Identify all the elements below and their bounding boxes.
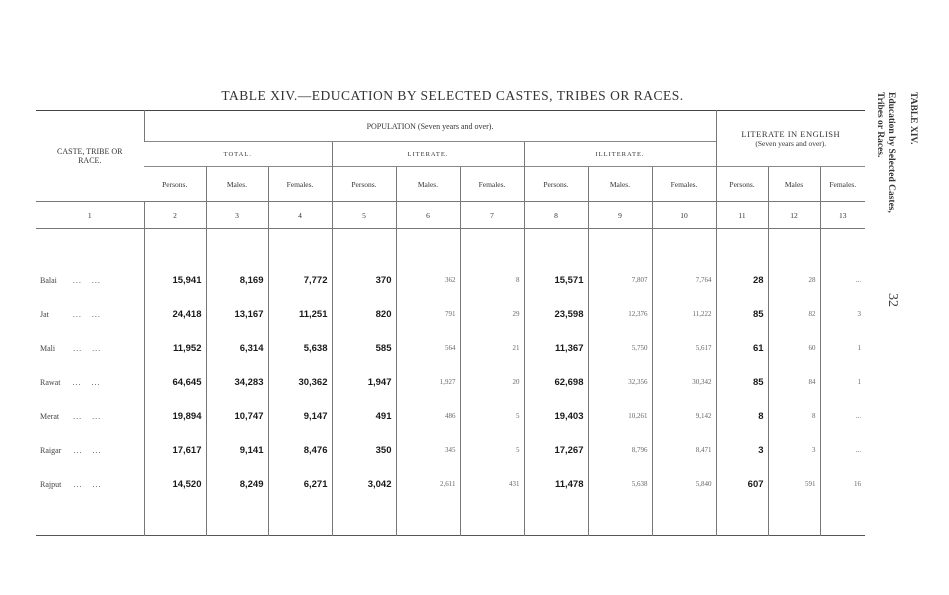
leader-dots: ... (91, 377, 101, 387)
value-cell: 9,142 (652, 399, 716, 433)
leader-dots: ... (73, 445, 83, 455)
value-cell: 1 (820, 365, 865, 399)
value-cell: 1,927 (396, 365, 460, 399)
value-cell: 1,947 (332, 365, 396, 399)
value-cell: 362 (396, 263, 460, 297)
table-row (36, 331, 865, 365)
value-cell: 30,342 (652, 365, 716, 399)
value-cell: 11,251 (268, 297, 332, 331)
column-number: 13 (820, 202, 865, 229)
value-cell: 370 (332, 263, 396, 297)
value-cell: 32,356 (588, 365, 652, 399)
leader-dots: ... (92, 445, 102, 455)
caste-name: Merat (40, 411, 60, 421)
leader-dots: ... (91, 309, 101, 319)
column-number: 12 (768, 202, 820, 229)
value-cell: 585 (332, 331, 396, 365)
column-number: 3 (206, 202, 268, 229)
side-title (870, 92, 932, 232)
leader-dots: ... (73, 411, 83, 421)
value-cell: 8,476 (268, 433, 332, 467)
caste-name-cell (36, 399, 144, 433)
value-cell: 10,261 (588, 399, 652, 433)
value-cell: 10,747 (206, 399, 268, 433)
value-cell: 2,611 (396, 467, 460, 501)
table-row (36, 433, 865, 467)
value-cell: 16 (820, 467, 865, 501)
caste-name-cell (36, 263, 144, 297)
value-cell: 13,167 (206, 297, 268, 331)
value-cell: 34,283 (206, 365, 268, 399)
column-number: 10 (652, 202, 716, 229)
table-row (36, 365, 865, 399)
value-cell: 19,403 (524, 399, 588, 433)
caste-name-cell (36, 297, 144, 331)
value-cell: 6,314 (206, 331, 268, 365)
column-number: 6 (396, 202, 460, 229)
value-cell: 61 (716, 331, 768, 365)
value-cell: 8,471 (652, 433, 716, 467)
value-cell: 7,772 (268, 263, 332, 297)
caste-name: Rajput (40, 479, 62, 489)
value-cell: 85 (716, 365, 768, 399)
value-cell: 23,598 (524, 297, 588, 331)
leader-dots: ... (92, 479, 102, 489)
value-cell: 15,571 (524, 263, 588, 297)
value-cell: 5,617 (652, 331, 716, 365)
value-cell: 28 (716, 263, 768, 297)
column-header: Males. (588, 167, 652, 202)
column-header: Females. (268, 167, 332, 202)
value-cell: 11,222 (652, 297, 716, 331)
column-header: Persons. (332, 167, 396, 202)
literate-english-title: LITERATE IN ENGLISH (741, 128, 841, 139)
literate-english-subtitle: (Seven years and over). (755, 138, 827, 148)
value-cell: 29 (460, 297, 524, 331)
value-cell: 84 (768, 365, 820, 399)
value-cell: ... (820, 433, 865, 467)
caste-name-cell (36, 365, 144, 399)
value-cell: 3,042 (332, 467, 396, 501)
value-cell: 431 (460, 467, 524, 501)
value-cell: 5,750 (588, 331, 652, 365)
leader-dots: ... (92, 343, 102, 353)
value-cell: 14,520 (144, 467, 206, 501)
population-header: POPULATION (Seven years and over). (144, 111, 716, 142)
value-cell: 3 (716, 433, 768, 467)
column-header: Persons. (524, 167, 588, 202)
value-cell: 1 (820, 331, 865, 365)
column-number: 4 (268, 202, 332, 229)
column-header: Females. (820, 167, 865, 202)
column-header: Persons. (716, 167, 768, 202)
value-cell: 5 (460, 433, 524, 467)
value-cell: 19,894 (144, 399, 206, 433)
value-cell: 8,796 (588, 433, 652, 467)
value-cell: 82 (768, 297, 820, 331)
value-cell: 3 (768, 433, 820, 467)
value-cell: 8 (768, 399, 820, 433)
value-cell: 21 (460, 331, 524, 365)
column-header: Males (768, 167, 820, 202)
caste-name-cell (36, 331, 144, 365)
value-cell: 8,169 (206, 263, 268, 297)
column-number: 9 (588, 202, 652, 229)
caste-name-cell (36, 467, 144, 501)
value-cell: ... (820, 263, 865, 297)
caste-header: CASTE, TRIBE OR RACE. (57, 147, 123, 165)
leader-dots: ... (72, 309, 82, 319)
value-cell: 564 (396, 331, 460, 365)
column-header: Males. (396, 167, 460, 202)
value-cell: 7,764 (652, 263, 716, 297)
value-cell: 9,147 (268, 399, 332, 433)
value-cell: 7,807 (588, 263, 652, 297)
value-cell: 11,367 (524, 331, 588, 365)
value-cell: 15,941 (144, 263, 206, 297)
group-header-total: TOTAL. (144, 142, 332, 167)
value-cell: 3 (820, 297, 865, 331)
table-row (36, 297, 865, 331)
column-header: Females. (460, 167, 524, 202)
column-number: 1 (36, 202, 144, 229)
leader-dots: ... (92, 411, 102, 421)
column-number: 11 (716, 202, 768, 229)
side-title-line-3: Tribes or Races. (875, 92, 885, 158)
leader-dots: ... (73, 343, 83, 353)
group-header-illiterate: ILLITERATE. (524, 142, 716, 167)
value-cell: 11,478 (524, 467, 588, 501)
value-cell: 9,141 (206, 433, 268, 467)
table-row (36, 263, 865, 297)
column-number: 5 (332, 202, 396, 229)
leader-dots: ... (72, 377, 82, 387)
value-cell: 62,698 (524, 365, 588, 399)
caste-name-cell (36, 433, 144, 467)
caste-name: Balai (40, 275, 57, 285)
table-row (36, 399, 865, 433)
leader-dots: ... (91, 275, 101, 285)
group-header-literate: LITERATE. (332, 142, 524, 167)
table-title: TABLE XIV.—EDUCATION BY SELECTED CASTES, TRIBES OR RACES. (221, 88, 684, 103)
side-title-line-2: Education by Selected Castes, (886, 92, 896, 213)
value-cell: 491 (332, 399, 396, 433)
value-cell: 30,362 (268, 365, 332, 399)
value-cell: 20 (460, 365, 524, 399)
page-number: 32 (885, 293, 900, 307)
value-cell: 17,267 (524, 433, 588, 467)
value-cell: 820 (332, 297, 396, 331)
column-header: Persons. (144, 167, 206, 202)
value-cell: 486 (396, 399, 460, 433)
value-cell: 17,617 (144, 433, 206, 467)
column-number: 8 (524, 202, 588, 229)
column-number: 7 (460, 202, 524, 229)
value-cell: 607 (716, 467, 768, 501)
value-cell: 5,638 (588, 467, 652, 501)
value-cell: 791 (396, 297, 460, 331)
leader-dots: ... (72, 275, 82, 285)
education-table (36, 110, 865, 536)
value-cell: 8 (716, 399, 768, 433)
caste-name: Raigar (40, 445, 62, 455)
value-cell: 85 (716, 297, 768, 331)
value-cell: 345 (396, 433, 460, 467)
value-cell: 11,952 (144, 331, 206, 365)
value-cell: 5 (460, 399, 524, 433)
value-cell: 64,645 (144, 365, 206, 399)
column-header: Males. (206, 167, 268, 202)
value-cell: 8 (460, 263, 524, 297)
value-cell: 24,418 (144, 297, 206, 331)
value-cell: 28 (768, 263, 820, 297)
leader-dots: ... (73, 479, 83, 489)
table-row (36, 467, 865, 501)
value-cell: 60 (768, 331, 820, 365)
value-cell: 8,249 (206, 467, 268, 501)
value-cell: 6,271 (268, 467, 332, 501)
column-number: 2 (144, 202, 206, 229)
value-cell: 12,376 (588, 297, 652, 331)
side-title-line-1: TABLE XIV. (908, 92, 918, 145)
caste-name: Rawat (40, 377, 61, 387)
value-cell: 350 (332, 433, 396, 467)
value-cell: 5,840 (652, 467, 716, 501)
literate-english-header (716, 111, 865, 167)
caste-name: Mali (40, 343, 56, 353)
value-cell: 5,638 (268, 331, 332, 365)
table-body (36, 229, 865, 536)
value-cell: ... (820, 399, 865, 433)
column-header: Females. (652, 167, 716, 202)
value-cell: 591 (768, 467, 820, 501)
caste-name: Jat (40, 309, 49, 319)
